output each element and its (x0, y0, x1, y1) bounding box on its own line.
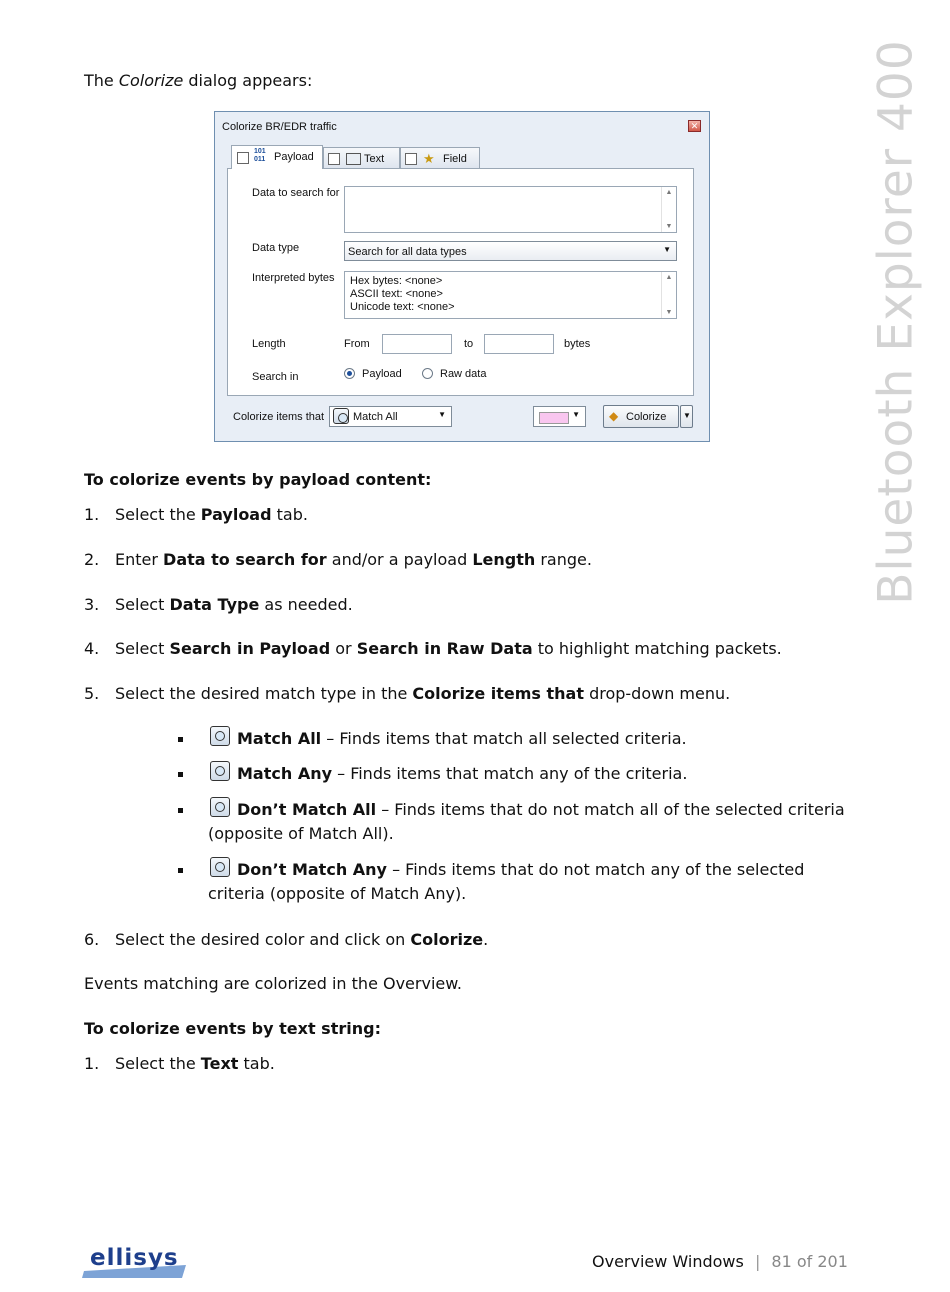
match-type-item: Match All – Finds items that match all selected criteria. (237, 729, 687, 748)
chevron-down-icon: ▼ (572, 410, 580, 419)
tab-payload-checkbox[interactable] (237, 152, 249, 164)
bullet-marker (178, 772, 183, 777)
color-swatch (539, 412, 569, 424)
tab-field-checkbox[interactable] (405, 153, 417, 165)
colorize-items-label: Colorize items that (233, 411, 325, 423)
intro-text: The Colorize dialog appears: (84, 71, 313, 90)
match-type-item-continued: (opposite of Match All). (208, 824, 394, 843)
to-label: to (464, 338, 474, 350)
from-label: From (344, 338, 370, 350)
match-type-item: Match Any – Finds items that match any of the criteria. (237, 764, 688, 783)
radio-raw-data-label: Raw data (440, 368, 487, 380)
text-step-1-number: 1. (84, 1054, 100, 1073)
page-number: 81 of 201 (771, 1252, 848, 1271)
tab-text[interactable] (323, 147, 400, 169)
step-1-number: 1. (84, 505, 100, 524)
bytes-label: bytes (564, 338, 591, 350)
step-1-text: Select the Payload tab. (115, 505, 308, 524)
step-2-number: 2. (84, 550, 100, 569)
data-type-label: Data type (252, 242, 300, 254)
interpreted-bytes-label: Interpreted bytes (252, 272, 335, 284)
step-6-number: 6. (84, 930, 100, 949)
chevron-down-icon: ▼ (663, 245, 671, 254)
text-icon (346, 153, 361, 165)
step-6-text: Select the desired color and click on Colorize. (115, 930, 489, 949)
bullet-marker (178, 868, 183, 873)
step-2-text: Enter Data to search for and/or a payload Length range. (115, 550, 592, 569)
interpreted-bytes-box (344, 271, 677, 319)
chevron-down-icon: ▼ (683, 411, 691, 420)
payload-panel (227, 168, 694, 396)
step-5-number: 5. (84, 684, 100, 703)
match-type-icon (210, 761, 230, 781)
radio-payload-label: Payload (362, 368, 402, 380)
footer-section: Overview Windows (592, 1252, 744, 1271)
step-4-number: 4. (84, 639, 100, 658)
footer-separator: | (754, 1252, 761, 1271)
footer (592, 1252, 848, 1271)
tab-payload[interactable] (231, 145, 323, 169)
colorize-dialog (214, 111, 710, 442)
bullet-marker (178, 737, 183, 742)
text-step-1-text: Select the Text tab. (115, 1054, 275, 1073)
field-icon: ★ (423, 151, 435, 166)
step-4-text: Select Search in Payload or Search in Raw Data to highlight matching packets. (115, 639, 782, 658)
length-from-input[interactable] (382, 334, 452, 354)
step-5-text: Select the desired match type in the Colorize items that drop-down menu. (115, 684, 731, 703)
tab-text-label: Text (364, 153, 385, 165)
tab-field[interactable] (400, 147, 480, 169)
side-title: Bluetooth Explorer 400 (868, 39, 924, 605)
data-to-search-label: Data to search for (252, 187, 340, 199)
bullet-marker (178, 808, 183, 813)
scrollbar[interactable]: ▲ ▼ (661, 272, 676, 318)
tab-payload-label: Payload (274, 151, 314, 163)
length-to-input[interactable] (484, 334, 554, 354)
close-icon[interactable]: ✕ (688, 120, 701, 132)
match-type-select[interactable]: Match All ▼ (329, 406, 452, 427)
step-3-text: Select Data Type as needed. (115, 595, 353, 614)
radio-payload[interactable] (344, 368, 355, 379)
match-type-icon (210, 726, 230, 746)
step-3-number: 3. (84, 595, 100, 614)
paint-bucket-icon: ◆ (609, 409, 619, 423)
section-heading-payload: To colorize events by payload content: (84, 470, 432, 489)
length-label: Length (252, 338, 286, 350)
radio-raw-data[interactable] (422, 368, 433, 379)
colorize-button[interactable]: ◆ Colorize (603, 405, 679, 428)
ascii-text-line: ASCII text: <none> (350, 288, 443, 300)
tab-field-label: Field (443, 153, 467, 165)
dialog-title: Colorize BR/EDR traffic (222, 121, 337, 133)
match-type-item: Don’t Match All – Finds items that do not match all of the selected criteria (237, 800, 845, 819)
unicode-text-line: Unicode text: <none> (350, 301, 455, 313)
chevron-down-icon: ▼ (438, 410, 446, 419)
overview-note: Events matching are colorized in the Overview. (84, 974, 462, 993)
section-heading-text: To colorize events by text string: (84, 1019, 381, 1038)
data-to-search-input[interactable] (344, 186, 677, 233)
match-type-item: Don’t Match Any – Finds items that do not match any of the selected (237, 860, 805, 879)
color-picker[interactable] (533, 406, 586, 427)
match-type-item-continued: criteria (opposite of Match Any). (208, 884, 467, 903)
scrollbar[interactable]: ▲ ▼ (661, 187, 676, 232)
hex-bytes-line: Hex bytes: <none> (350, 275, 443, 287)
colorize-options-button[interactable] (680, 405, 693, 428)
data-type-select[interactable]: Search for all data types ▼ (344, 241, 677, 261)
search-in-label: Search in (252, 371, 299, 383)
logo-text: ellisys (90, 1245, 179, 1271)
match-type-icon (210, 797, 230, 817)
binary-icon: 101 011 (254, 148, 266, 163)
tab-text-checkbox[interactable] (328, 153, 340, 165)
match-all-icon (333, 408, 349, 424)
match-type-icon (210, 857, 230, 877)
